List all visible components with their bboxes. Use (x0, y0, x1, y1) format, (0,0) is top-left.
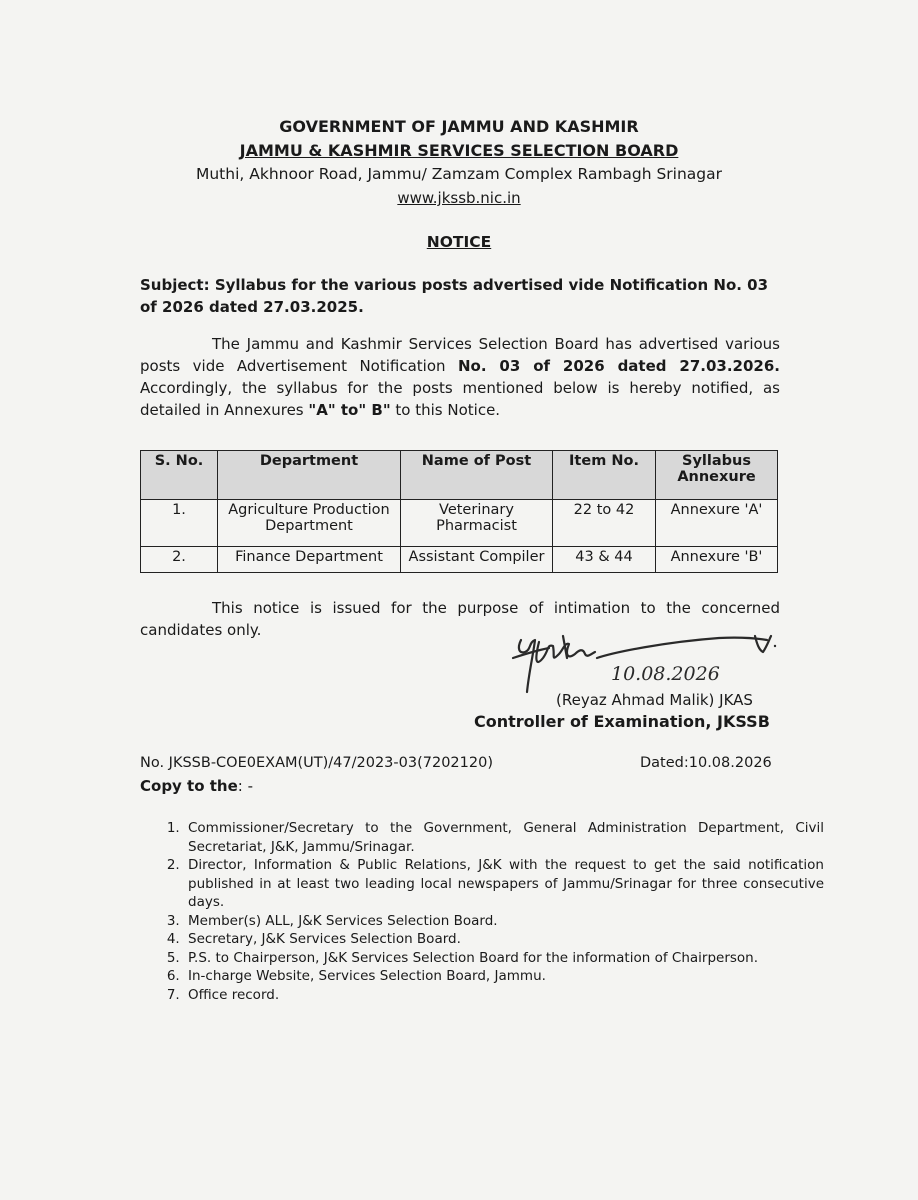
copy-to-label: Copy to the (140, 777, 238, 795)
annexure-reference: "A" to" B" (308, 401, 391, 419)
notice-title: NOTICE (426, 233, 492, 251)
copy-to-suffix: : - (237, 777, 254, 795)
intro-paragraph (140, 333, 780, 421)
list-item: 2. Director, Information & Public Relations, J&K with the request to get the said notification published in at least two leading local newspapers of Jammu/Srinagar for three consecutive days. (184, 856, 824, 912)
list-item: 5. P.S. to Chairperson, J&K Services Selection Board for the information of Chairperson. (184, 949, 824, 968)
intro-text-2: Accordingly, the syllabus for the posts mentioned below is hereby notified, as detailed in Annexures (140, 379, 780, 419)
website-link[interactable]: www.jkssb.nic.in (397, 189, 521, 207)
board-heading: JAMMU & KASHMIR SERVICES SELECTION BOARD (239, 141, 679, 160)
cell-department: Finance Department (218, 547, 401, 573)
list-item: 7. Office record. (184, 986, 824, 1005)
list-item: 4. Secretary, J&K Services Selection Board. (184, 930, 824, 949)
cell-post: Assistant Compiler (401, 547, 553, 573)
cell-post: Veterinary Pharmacist (401, 500, 553, 547)
posts-table (140, 450, 778, 573)
cell-item-no: 22 to 42 (553, 500, 656, 547)
signatory-name: (Reyaz Ahmad Malik) JKAS (556, 691, 753, 709)
cell-sno: 2. (141, 547, 218, 573)
handwritten-date: 10.08.2026 (611, 663, 720, 685)
col-header-item-no: Item No. (553, 451, 656, 500)
col-header-annexure: Syllabus Annexure (656, 451, 778, 500)
handwritten-signature (505, 628, 795, 698)
notification-reference: No. 03 of 2026 dated 27.03.2026. (457, 357, 780, 375)
cell-annexure: Annexure 'A' (656, 500, 778, 547)
cell-annexure: Annexure 'B' (656, 547, 778, 573)
cell-department: Agriculture Production Department (218, 500, 401, 547)
cell-item-no: 43 & 44 (553, 547, 656, 573)
col-header-sno: S. No. (141, 451, 218, 500)
col-header-post: Name of Post (401, 451, 553, 500)
reference-date: Dated:10.08.2026 (640, 755, 772, 771)
list-item: 1. Commissioner/Secretary to the Government, General Administration Department, Civil Secretariat, J&K, Jammu/Srinagar. (184, 819, 824, 856)
copy-to-list (140, 819, 824, 1004)
government-heading: GOVERNMENT OF JAMMU AND KASHMIR (279, 117, 639, 136)
board-address: Muthi, Akhnoor Road, Jammu/ Zamzam Complex Rambagh Srinagar (195, 165, 723, 183)
closing-paragraph: This notice is issued for the purpose of intimation to the concerned candidates only. (140, 599, 780, 639)
subject-line: Subject: Syllabus for the various posts advertised vide Notification No. 03 of 2026 dated 27.03.2025. (140, 276, 769, 316)
copy-to-heading (140, 777, 253, 795)
intro-text-1: The Jammu and Kashmir Services Selection Board has advertised various posts vide Advertisement Notification (140, 335, 780, 375)
table-row (141, 500, 778, 547)
cell-sno: 1. (141, 500, 218, 547)
intro-text-3: to this Notice. (390, 401, 501, 419)
list-item: 3. Member(s) ALL, J&K Services Selection Board. (184, 912, 824, 931)
table-row (141, 547, 778, 573)
list-item: 6. In-charge Website, Services Selection Board, Jammu. (184, 967, 824, 986)
reference-number: No. JKSSB-COE0EXAM(UT)/47/2023-03(7202120) (140, 755, 493, 771)
table-header-row (141, 451, 778, 500)
signatory-title: Controller of Examination, JKSSB (474, 712, 770, 731)
col-header-department: Department (218, 451, 401, 500)
